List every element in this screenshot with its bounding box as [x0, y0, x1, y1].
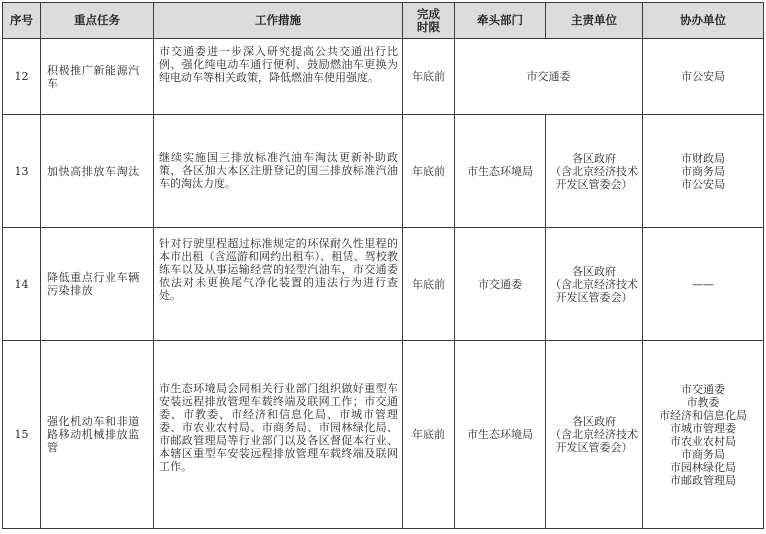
responsible-line: （含北京经济技术	[550, 164, 638, 178]
responsible-line: （含北京经济技术	[550, 277, 638, 291]
row-task: 强化机动车和非道路移动机械排放监管	[41, 341, 154, 529]
assist-unit: 市经济和信息化局	[659, 408, 747, 422]
row-num: 12	[3, 39, 41, 115]
responsible-line: 各区政府	[572, 264, 616, 278]
row-measure-text: 继续实施国三排放标准汽油车淘汰更新补助政策，各区加大本区注册登记的国三排放标准汽油车的淘汰力度。	[159, 151, 398, 190]
assist-unit: 市商务局	[681, 447, 725, 461]
row-assist	[643, 341, 764, 529]
responsible-line: 开发区管委会）	[555, 177, 633, 191]
row-assist	[643, 115, 764, 228]
assist-unit: 市邮政管理局	[670, 473, 736, 487]
responsible-line: （含北京经济技术	[550, 428, 638, 441]
row-measure-text: 市交通委进一步深入研究提高公共交通出行比例、强化纯电动车通行便利、鼓励燃油车更换为纯电动车等相关政策，降低燃油车使用强度。	[159, 45, 398, 84]
header-num: 序号	[3, 3, 41, 39]
assist-unit: 市交通委	[681, 382, 725, 396]
row-responsible	[546, 115, 643, 228]
header-task: 重点任务	[41, 3, 154, 39]
row-measure-text: 针对行驶里程超过标准规定的环保耐久性里程的本市出租（含巡游和网约出租车）、租赁、驾校教练车以及从事运输经营的轻型汽油车，市交通委依法对未更换尾气净化装置的违法行为进行查处。	[159, 237, 398, 302]
row-num: 14	[3, 228, 41, 341]
header-assist: 协办单位	[643, 3, 764, 39]
row-deadline: 年底前	[403, 39, 455, 115]
table-row	[3, 39, 764, 115]
row-lead: 市生态环境局	[455, 115, 546, 228]
assist-unit: 市城市管理委	[670, 421, 736, 435]
row-responsible	[546, 341, 643, 529]
header-deadline-line1: 完成	[417, 6, 440, 21]
responsible-line: 各区政府	[572, 415, 616, 428]
row-deadline: 年底前	[403, 228, 455, 341]
assist-unit: 市财政局	[681, 151, 725, 165]
row-lead-merged: 市交通委	[455, 39, 643, 115]
table-row	[3, 115, 764, 228]
assist-dash: ——	[692, 277, 714, 291]
row-deadline: 年底前	[403, 341, 455, 529]
assist-unit: 市商务局	[681, 164, 725, 178]
row-measure-text: 市生态环境局会同相关行业部门组织做好重型车安装远程排放管理车载终端及联网工作；市交通委、市教委、市经济和信息化局、市城市管理委、市农业农村局、市商务局、市园林绿化局、市邮政管理局等行业部门以及各区督促本行业、本辖区重型车安装远程排放管理车载终端及联网工作。	[159, 382, 398, 473]
header-deadline-line2: 时限	[417, 19, 440, 34]
row-deadline: 年底前	[403, 115, 455, 228]
row-assist	[643, 39, 764, 115]
assist-unit: 市公安局	[681, 70, 725, 83]
row-num: 13	[3, 115, 41, 228]
row-responsible	[546, 228, 643, 341]
task-table	[2, 2, 764, 529]
row-measure	[154, 228, 403, 341]
header-deadline	[403, 3, 455, 39]
header-lead: 牵头部门	[455, 3, 546, 39]
responsible-line: 开发区管委会）	[555, 441, 633, 454]
assist-unit: 市园林绿化局	[670, 460, 736, 474]
assist-unit: 市公安局	[681, 177, 725, 191]
table-row	[3, 341, 764, 529]
header-responsible: 主责单位	[546, 3, 643, 39]
assist-unit: 市教委	[686, 395, 720, 409]
header-row	[3, 3, 764, 39]
responsible-line: 开发区管委会）	[555, 290, 633, 304]
row-measure	[154, 341, 403, 529]
row-measure	[154, 115, 403, 228]
row-task: 降低重点行业车辆污染排放	[41, 228, 154, 341]
assist-unit: 市农业农村局	[670, 434, 736, 448]
row-task: 积极推广新能源汽车	[41, 39, 154, 115]
table-row	[3, 228, 764, 341]
row-lead: 市生态环境局	[455, 341, 546, 529]
row-lead: 市交通委	[455, 228, 546, 341]
responsible-line: 各区政府	[572, 151, 616, 165]
header-measure: 工作措施	[154, 3, 403, 39]
row-assist	[643, 228, 764, 341]
row-measure	[154, 39, 403, 115]
row-task: 加快高排放车淘汰	[41, 115, 154, 228]
row-num: 15	[3, 341, 41, 529]
